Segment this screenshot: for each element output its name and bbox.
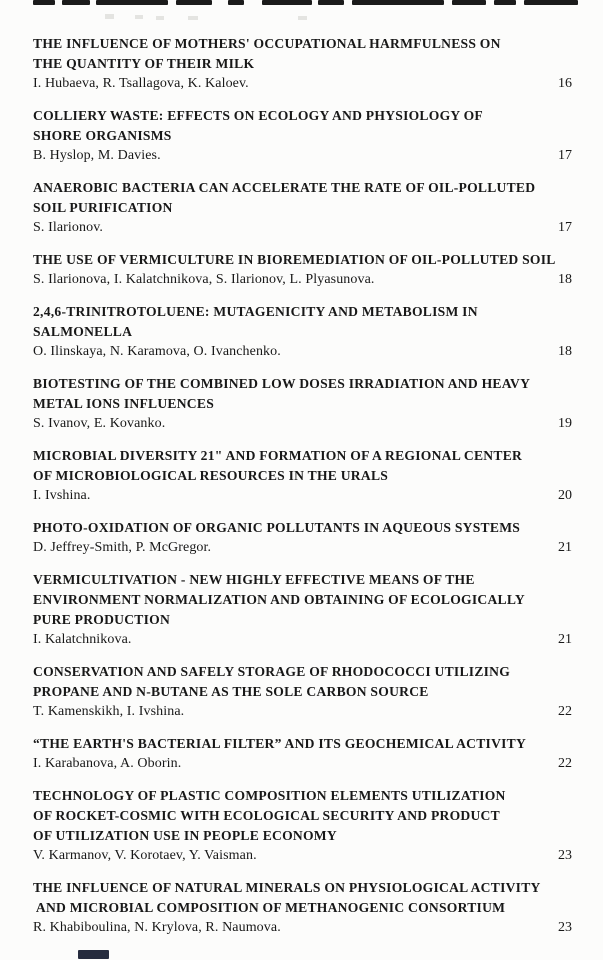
scan-artifact-top-band <box>262 0 312 5</box>
scan-artifact-bottom-mark <box>78 950 109 959</box>
toc-entry <box>33 34 572 94</box>
entry-title <box>33 518 572 538</box>
scan-artifact-speck <box>105 14 114 19</box>
entry-title-line: “THE EARTH'S BACTERIAL FILTER” AND ITS GEOCHEMICAL ACTIVITY <box>33 736 527 751</box>
entry-meta-row <box>33 414 572 434</box>
entry-authors: B. Hyslop, M. Davies. <box>33 148 161 163</box>
entry-title <box>33 446 572 486</box>
entry-title <box>33 34 572 74</box>
entry-title <box>33 734 572 754</box>
entry-title-line: PURE PRODUCTION <box>33 612 171 627</box>
entry-meta-row <box>33 342 572 362</box>
scan-artifact-top-band <box>62 0 90 5</box>
toc-entry <box>33 250 572 290</box>
toc-entry <box>33 786 572 866</box>
entry-authors: S. Ivanov, E. Kovanko. <box>33 416 166 431</box>
toc-entry <box>33 734 572 774</box>
entry-title-line: THE QUANTITY OF THEIR MILK <box>33 56 255 71</box>
toc-entry <box>33 570 572 650</box>
entry-meta-row <box>33 702 572 722</box>
entry-title-line: PROPANE AND N-BUTANE AS THE SOLE CARBON SOURCE <box>33 684 429 699</box>
entry-authors: S. Ilarionov. <box>33 220 103 235</box>
entry-title-line: TECHNOLOGY OF PLASTIC COMPOSITION ELEMENTS UTILIZATION <box>33 788 506 803</box>
toc-entry <box>33 178 572 238</box>
toc-entry <box>33 374 572 434</box>
entry-authors: D. Jeffrey-Smith, P. McGregor. <box>33 540 212 555</box>
entry-page-number: 17 <box>558 148 572 163</box>
entry-meta-row <box>33 74 572 94</box>
entry-authors: R. Khabiboulina, N. Krylova, R. Naumova. <box>33 920 281 935</box>
entry-title <box>33 786 572 846</box>
entry-title <box>33 250 572 270</box>
entry-page-number: 17 <box>558 220 572 235</box>
entry-meta-row <box>33 754 572 774</box>
entry-title <box>33 374 572 414</box>
entry-authors: O. Ilinskaya, N. Karamova, O. Ivanchenko. <box>33 344 281 359</box>
scan-artifact-top-band <box>452 0 486 5</box>
entry-title-line: THE INFLUENCE OF MOTHERS' OCCUPATIONAL HARMFULNESS ON <box>33 36 501 51</box>
entry-page-number: 20 <box>558 488 572 503</box>
scan-artifact-speck <box>135 15 143 19</box>
entry-authors: I. Kalatchnikova. <box>33 632 132 647</box>
scan-artifact-top-band <box>176 0 212 5</box>
entry-title-line: THE INFLUENCE OF NATURAL MINERALS ON PHYSIOLOGICAL ACTIVITY <box>33 880 541 895</box>
entry-title-line: PHOTO-OXIDATION OF ORGANIC POLLUTANTS IN AQUEOUS SYSTEMS <box>33 520 521 535</box>
entry-title-line: OF UTILIZATION USE IN PEOPLE ECONOMY <box>33 828 337 843</box>
toc-list <box>33 34 572 950</box>
entry-page-number: 23 <box>558 848 572 863</box>
scan-artifact-top-band <box>33 0 55 5</box>
entry-title <box>33 302 572 342</box>
scan-artifact-top-band <box>352 0 444 5</box>
scan-artifact-speck <box>188 16 198 20</box>
entry-title-line: SALMONELLA <box>33 324 133 339</box>
entry-title <box>33 106 572 146</box>
entry-page-number: 23 <box>558 920 572 935</box>
entry-title-line: MICROBIAL DIVERSITY 21" AND FORMATION OF A REGIONAL CENTER <box>33 448 523 463</box>
toc-entry <box>33 302 572 362</box>
entry-meta-row <box>33 270 572 290</box>
entry-title-line: OF ROCKET-COSMIC WITH ECOLOGICAL SECURITY AND PRODUCT <box>33 808 500 823</box>
scan-artifact-top-band <box>96 0 168 5</box>
entry-title-line: VERMICULTIVATION - NEW HIGHLY EFFECTIVE MEANS OF THE <box>33 572 475 587</box>
entry-title-line: 2,4,6-TRINITROTOLUENE: MUTAGENICITY AND METABOLISM IN <box>33 304 478 319</box>
entry-page-number: 18 <box>558 344 572 359</box>
entry-page-number: 18 <box>558 272 572 287</box>
entry-meta-row <box>33 486 572 506</box>
entry-meta-row <box>33 846 572 866</box>
toc-entry <box>33 106 572 166</box>
entry-page-number: 19 <box>558 416 572 431</box>
scan-artifact-speck <box>156 16 164 20</box>
entry-authors: I. Ivshina. <box>33 488 91 503</box>
entry-meta-row <box>33 538 572 558</box>
entry-title <box>33 662 572 702</box>
entry-authors: I. Karabanova, A. Oborin. <box>33 756 182 771</box>
entry-authors: I. Hubaeva, R. Tsallagova, K. Kaloev. <box>33 76 249 91</box>
entry-title-line: ENVIRONMENT NORMALIZATION AND OBTAINING OF ECOLOGICALLY <box>33 592 525 607</box>
entry-title-line: CONSERVATION AND SAFELY STORAGE OF RHODOCOCCI UTILIZING <box>33 664 511 679</box>
scan-artifact-top-band <box>524 0 578 5</box>
entry-authors: T. Kamenskikh, I. Ivshina. <box>33 704 185 719</box>
entry-page-number: 21 <box>558 632 572 647</box>
entry-page-number: 22 <box>558 756 572 771</box>
entry-title <box>33 570 572 630</box>
toc-entry <box>33 662 572 722</box>
toc-entry <box>33 446 572 506</box>
entry-page-number: 21 <box>558 540 572 555</box>
entry-title-line: AND MICROBIAL COMPOSITION OF METHANOGENIC CONSORTIUM <box>33 900 506 915</box>
entry-title-line: SHORE ORGANISMS <box>33 128 172 143</box>
entry-title-line: THE USE OF VERMICULTURE IN BIOREMEDIATION OF OIL-POLLUTED SOIL <box>33 252 556 267</box>
scan-artifact-speck <box>298 16 307 20</box>
entry-title-line: BIOTESTING OF THE COMBINED LOW DOSES IRRADIATION AND HEAVY <box>33 376 531 391</box>
entry-meta-row <box>33 146 572 166</box>
scan-artifact-top-band <box>494 0 516 5</box>
entry-title <box>33 178 572 218</box>
entry-meta-row <box>33 630 572 650</box>
entry-authors: V. Karmanov, V. Korotaev, Y. Vaisman. <box>33 848 257 863</box>
entry-title-line: OF MICROBIOLOGICAL RESOURCES IN THE URALS <box>33 468 389 483</box>
entry-title <box>33 878 572 918</box>
entry-title-line: COLLIERY WASTE: EFFECTS ON ECOLOGY AND PHYSIOLOGY OF <box>33 108 483 123</box>
entry-meta-row <box>33 918 572 938</box>
toc-entry <box>33 518 572 558</box>
entry-page-number: 22 <box>558 704 572 719</box>
entry-meta-row <box>33 218 572 238</box>
toc-entry <box>33 878 572 938</box>
entry-title-line: METAL IONS INFLUENCES <box>33 396 214 411</box>
entry-page-number: 16 <box>558 76 572 91</box>
scan-artifact-top-band <box>318 0 344 5</box>
scan-artifact-top-band <box>228 0 244 5</box>
entry-title-line: SOIL PURIFICATION <box>33 200 173 215</box>
entry-title-line: ANAEROBIC BACTERIA CAN ACCELERATE THE RATE OF OIL-POLLUTED <box>33 180 536 195</box>
entry-authors: S. Ilarionova, I. Kalatchnikova, S. Ilarionov, L. Plyasunova. <box>33 272 375 287</box>
